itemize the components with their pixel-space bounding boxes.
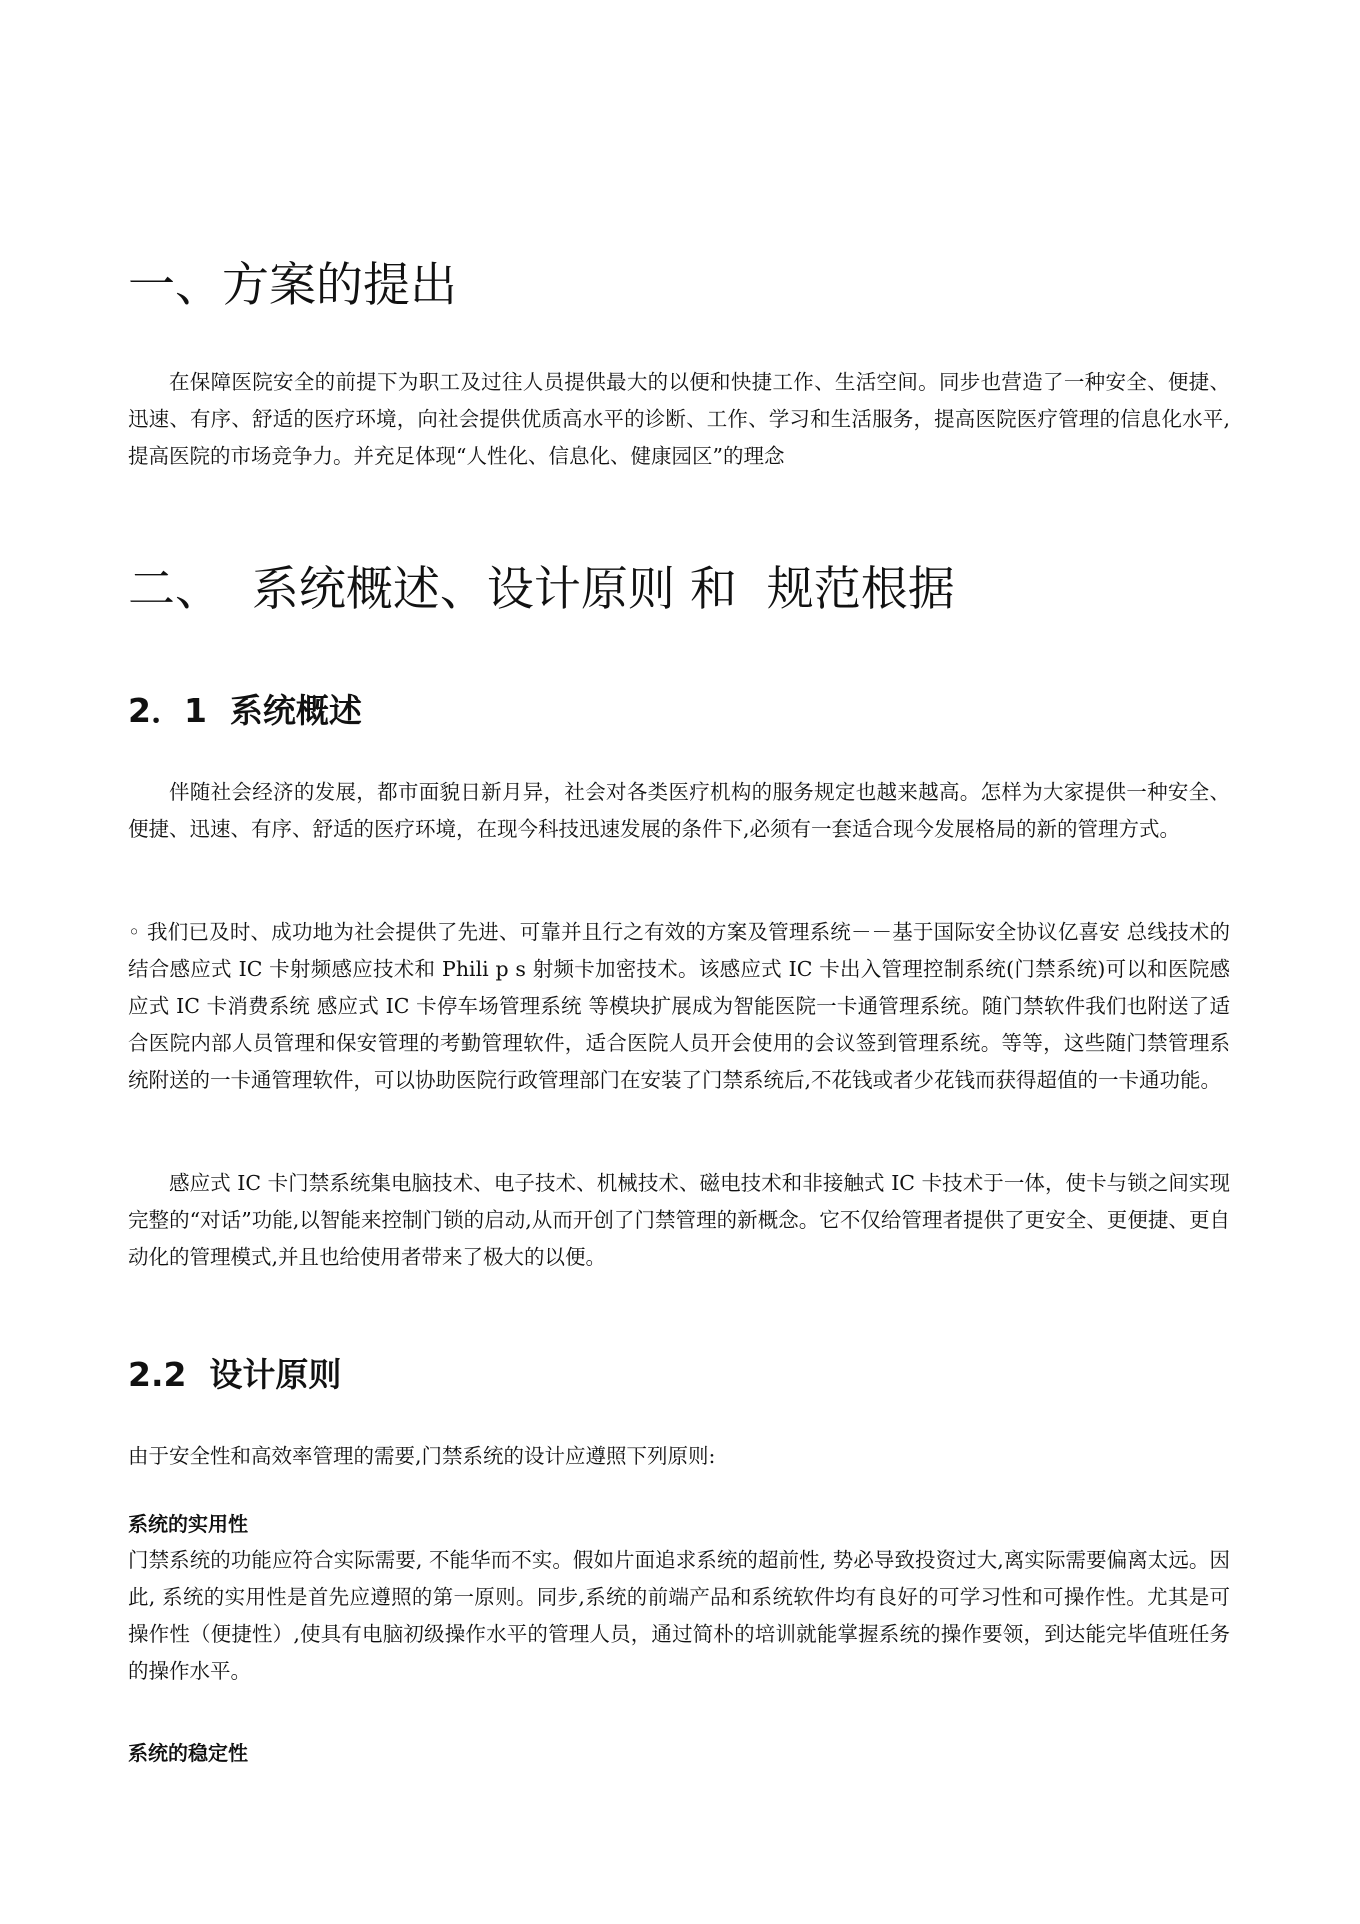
section-2-2-heading: 2.2 设计原则 — [128, 1355, 342, 1394]
section-2-heading: 二、 系统概述、设计原则 和 规范根据 — [128, 562, 955, 617]
principle-label-stability: 系统的稳定性 — [128, 1741, 248, 1765]
section-2-1-heading: 2．1 系统概述 — [128, 691, 362, 730]
section-2-1-paragraph-3: 感应式 IC 卡门禁系统集电脑技术、电子技术、机械技术、磁电技术和非接触式 IC 卡技术于一体，使卡与锁之间实现完整的“对话”功能,以智能来控制门锁的启动,从而开创了门禁管理的新概念。它不仅给管理者提供了更安全、更便捷、更自动化的管理模式,并且也给使用者带来了极大的以便。 — [128, 1171, 1230, 1269]
section-2-2-intro: 由于安全性和高效率管理的需要,门禁系统的设计应遵照下列原则: — [128, 1444, 716, 1468]
principle-label-practicality: 系统的实用性 — [128, 1512, 248, 1536]
section-1-paragraph: 在保障医院安全的前提下为职工及过往人员提供最大的以便和快捷工作、生活空间。同步也营造了一种安全、便捷、迅速、有序、舒适的医疗环境，向社会提供优质高水平的诊断、工作、学习和生活服务，提高医院医疗管理的信息化水平,提高医院的市场竞争力。并充足体现“人性化、信息化、健康园区”的理念 — [128, 370, 1230, 468]
section-2-1-paragraph-1: 伴随社会经济的发展，都市面貌日新月异，社会对各类医疗机构的服务规定也越来越高。怎样为大家提供一种安全、便捷、迅速、有序、舒适的医疗环境，在现今科技迅速发展的条件下,必须有一套适合现今发展格局的新的管理方式。 — [128, 780, 1230, 841]
section-2-1-paragraph-2: ◦ 我们已及时、成功地为社会提供了先进、可靠并且行之有效的方案及管理系统－－基于国际安全协议亿喜安 总线技术的结合感应式 IC 卡射频感应技术和 Phili p s 射频卡加密技术。该感应式 IC 卡出入管理控制系统(门禁系统)可以和医院感应式 IC 卡消费系统 感应式 IC 卡停车场管理系统 等模块扩展成为智能医院一卡通管理系统。随门禁软件我们也附送了适合医院内部人员管理和保安管理的考勤管理软件，适合医院人员开会使用的会议签到管理系统。等等，这些随门禁管理系统附送的一卡通管理软件，可以协助医院行政管理部门在安装了门禁系统后,不花钱或者少花钱而获得超值的一卡通功能。 — [128, 920, 1230, 1092]
section-1-heading: 一、方案的提出 — [128, 258, 457, 313]
principle-paragraph-practicality: 门禁系统的功能应符合实际需要, 不能华而不实。假如片面追求系统的超前性, 势必导致投资过大,离实际需要偏离太远。因此, 系统的实用性是首先应遵照的第一原则。同步,系统的前端产品和系统软件均有良好的可学习性和可操作性。尤其是可操作性（便捷性）,使具有电脑初级操作水平的管理人员，通过简朴的培训就能掌握系统的操作要领，到达能完毕值班任务的操作水平。 — [128, 1548, 1230, 1683]
